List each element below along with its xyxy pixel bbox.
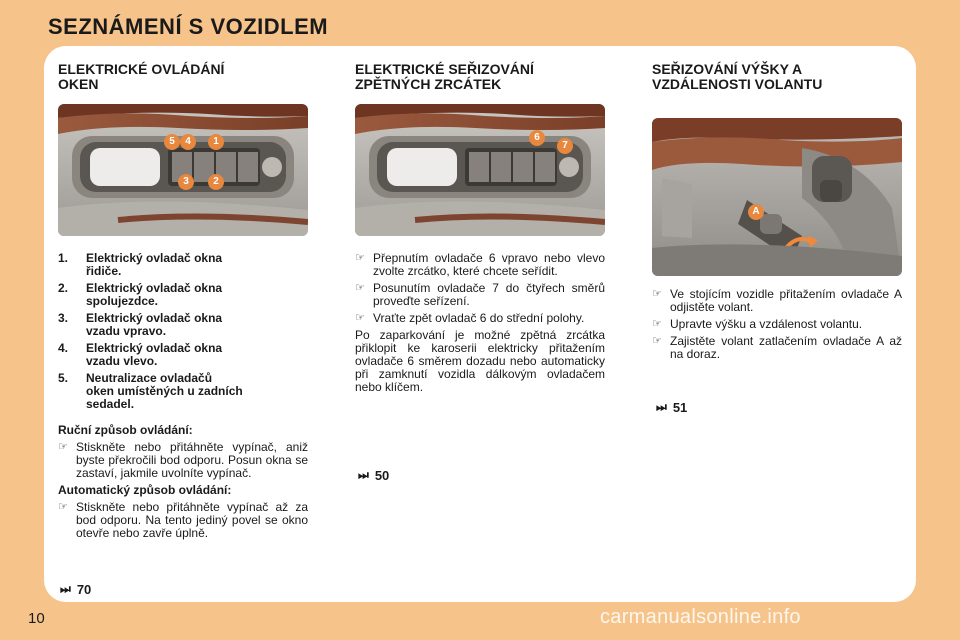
list-item: 3. Elektrický ovladač okna vzadu vpravo. [58,311,223,338]
pointing-hand-icon: ☞ [58,501,68,513]
pointing-hand-icon: ☞ [652,335,662,347]
col1-modes [58,420,308,544]
col2-title: ELEKTRICKÉ SEŘIZOVÁNÍ ZPĚTNÝCH ZRCÁTEK [355,61,534,92]
list-item: 5. Neutralizace ovladačů oken umístěných u zadních sedadel. [58,371,243,411]
manual-heading: Ruční způsob ovládání: [58,423,193,437]
bullet-item: ☞ Posunutím ovladače 7 do čtyřech směrů proveďte seřízení. [355,281,605,308]
bullet-item: ☞ Stiskněte nebo přitáhněte vypínač, aniž byste překročili bod odporu. Posun okna se zastaví, jakmile uvolníte vypínač. [58,440,308,480]
callout-badge: 3 [178,174,194,190]
pointing-hand-icon: ☞ [652,318,662,330]
pointing-hand-icon: ☞ [58,441,68,453]
callout-badge: 7 [557,138,573,154]
fold-paragraph: Po zaparkování je možné zpětná zrcátka přiklopit ke karoserii elektricky přitažením ovladače 6 směrem dozadu nebo automaticky při zamknutí vozidla dálkovým ovladačem nebo klíčem. [355,328,605,394]
pointing-hand-icon: ☞ [355,252,365,264]
pointing-hand-icon: ☞ [355,282,365,294]
col1-list [58,252,308,415]
page-reference[interactable]: ⏭ 51 [656,400,688,415]
page-reference[interactable]: ⏭ 50 [358,468,390,483]
bullet-item: ☞ Vraťte zpět ovladač 6 do střední polohy. [355,311,585,325]
col1-title: ELEKTRICKÉ OVLÁDÁNÍ OKEN [58,61,225,92]
callout-badge: A [748,204,764,220]
window-switch-photo [58,104,308,236]
bullet-item: ☞ Ve stojícím vozidle přitažením ovladače A odjistěte volant. [652,287,902,314]
callout-badge: 5 [164,134,180,150]
col2-body [355,252,605,394]
bullet-item: ☞ Stiskněte nebo přitáhněte vypínač až za bod odporu. Na tento jediný povel se okno otevře nebo zavře úplně. [58,500,308,540]
list-item: 2. Elektrický ovladač okna spolujezdce. [58,281,223,308]
bullet-item: ☞ Zajistěte volant zatlačením ovladače A až na doraz. [652,334,902,361]
pointing-hand-icon: ☞ [652,288,662,300]
bullet-item: ☞ Upravte výšku a vzdálenost volantu. [652,317,863,331]
auto-heading: Automatický způsob ovládání: [58,483,232,497]
page-reference[interactable]: ⏭ 70 [60,582,92,597]
bullet-item: ☞ Přepnutím ovladače 6 vpravo nebo vlevo zvolte zrcátko, které chcete seřídit. [355,251,605,278]
col3-title: SEŘIZOVÁNÍ VÝŠKY A VZDÁLENOSTI VOLANTU [652,61,823,92]
list-item: 1. Elektrický ovladač okna řidiče. [58,251,223,278]
list-item: 4. Elektrický ovladač okna vzadu vlevo. [58,341,223,368]
callout-badge: 4 [180,134,196,150]
fast-forward-icon: ⏭ [656,400,667,414]
watermark: carmanualsonline.info [600,606,801,628]
page-title: SEZNÁMENÍ S VOZIDLEM [48,14,329,39]
mirror-switch-photo [355,104,605,236]
callout-badge: 2 [208,174,224,190]
page-number: 10 [28,610,45,627]
pointing-hand-icon: ☞ [355,312,365,324]
fast-forward-icon: ⏭ [358,468,369,482]
fast-forward-icon: ⏭ [60,582,71,596]
steering-lever-photo [652,118,902,276]
callout-badge: 1 [208,134,224,150]
callout-badge: 6 [529,130,545,146]
col3-body [652,288,902,365]
